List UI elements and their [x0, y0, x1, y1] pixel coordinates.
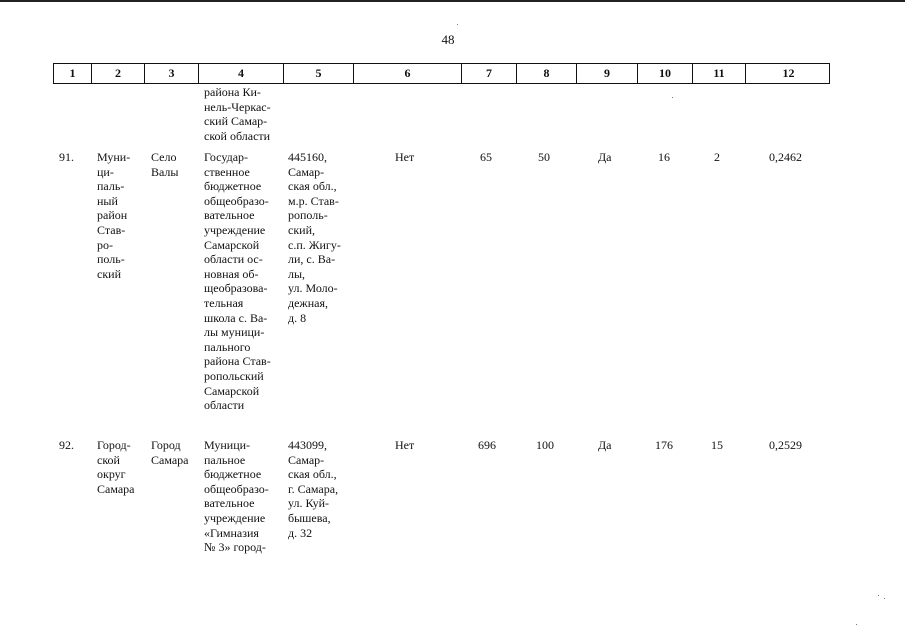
table-header-row [53, 63, 830, 84]
col12-cell: 0,2529 [769, 438, 802, 452]
col9-cell: Да [598, 150, 612, 164]
col7-cell: 65 [480, 150, 492, 164]
municipality-cell: Муни- ци- паль- ный район Став- ро- поль- ский [97, 150, 131, 281]
row-number: 91. [59, 150, 74, 164]
row-number: 92. [59, 438, 74, 452]
col9-cell: Да [598, 438, 612, 452]
column-header: 11 [692, 64, 745, 83]
column-header: 12 [745, 64, 831, 83]
column-header: 3 [144, 64, 198, 83]
scan-speck [457, 24, 458, 25]
municipality-cell: Город- ской округ Самара [97, 438, 135, 496]
organization-cell: Муници- пальное бюджетное общеобразо- вательное учреждение «Гимназия № 3» город- [204, 438, 269, 555]
col12-cell: 0,2462 [769, 150, 802, 164]
col6-cell: Нет [395, 438, 415, 452]
col7-cell: 696 [478, 438, 496, 452]
scan-speck [878, 595, 879, 596]
address-cell: 443099, Самар- ская обл., г. Самара, ул. Куй- бышева, д. 32 [288, 438, 339, 540]
continuation-text: района Ки- нель-Черкас- ский Самар- ской области [204, 85, 271, 143]
col11-cell: 2 [714, 150, 720, 164]
column-header: 6 [353, 64, 461, 83]
col8-cell: 100 [536, 438, 554, 452]
column-header: 1 [69, 66, 76, 80]
col6-cell: Нет [395, 150, 415, 164]
col10-cell: 16 [658, 150, 670, 164]
column-header: 2 [91, 64, 144, 83]
page-number: 48 [441, 32, 455, 47]
column-header: 8 [516, 64, 576, 83]
organization-cell: Государ- ственное бюджетное общеобразо- вательное учреждение Самарской области ос- новная об- щеобразова- тельная школа с. Ва- лы муници- пального района Став- ропольский Самарской области [204, 150, 271, 413]
settlement-cell: Село Валы [151, 150, 179, 179]
column-header: 9 [576, 64, 637, 83]
column-header: 4 [198, 64, 283, 83]
address-cell: 445160, Самар- ская обл., м.р. Став- рополь- ский, с.п. Жигу- ли, с. Ва- лы, ул. Моло- дежная, д. 8 [288, 150, 341, 325]
column-header: 7 [461, 64, 516, 83]
page-top-border [0, 0, 905, 2]
col8-cell: 50 [538, 150, 550, 164]
scan-speck [672, 97, 673, 98]
scan-speck [856, 624, 857, 625]
col11-cell: 15 [711, 438, 723, 452]
settlement-cell: Город Самара [151, 438, 189, 467]
column-header: 5 [283, 64, 353, 83]
column-header: 10 [637, 64, 692, 83]
col10-cell: 176 [655, 438, 673, 452]
scan-speck [884, 598, 885, 599]
